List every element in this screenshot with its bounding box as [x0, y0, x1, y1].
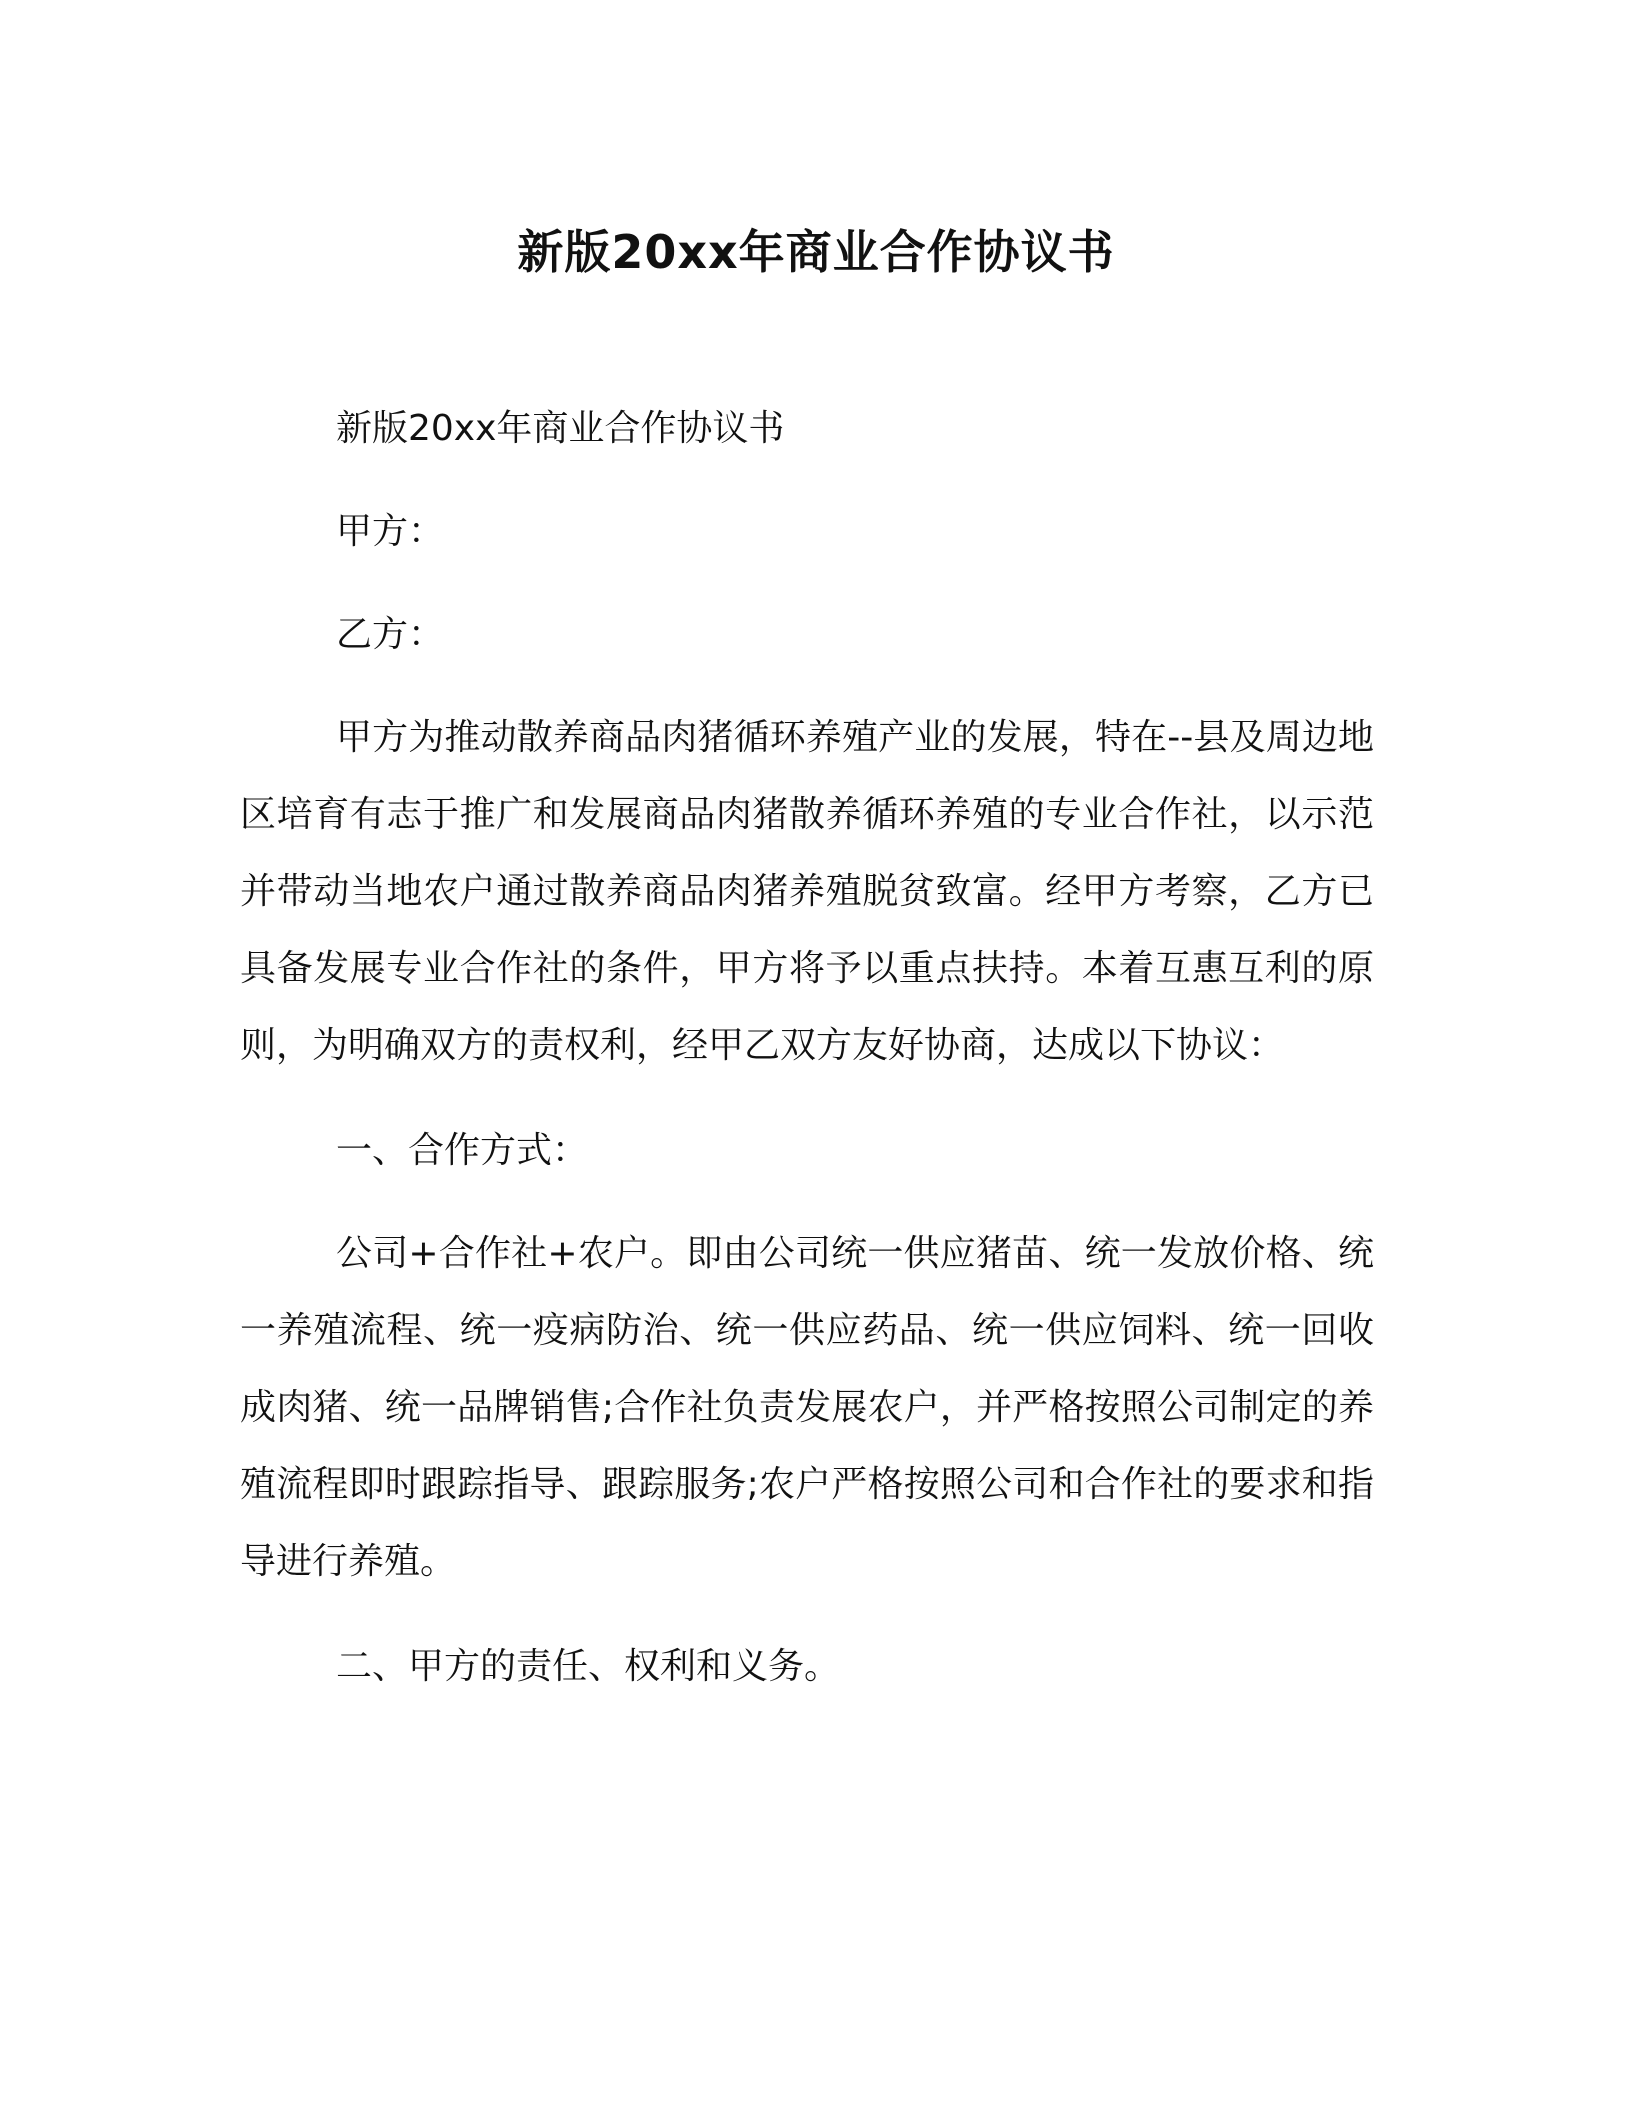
- intro-paragraph: 甲方为推动散养商品肉猪循环养殖产业的发展，特在--县及周边地区培育有志于推广和发展商品肉猪散养循环养殖的专业合作社，以示范并带动当地农户通过散养商品肉猪养殖脱贫致富。经甲方考察，乙方已具备发展专业合作社的条件，甲方将予以重点扶持。本着互惠互利的原则，为明确双方的责权利，经甲乙双方友好协商，达成以下协议：: [240, 717, 1374, 1066]
- party-b-label: 乙方：: [336, 614, 445, 655]
- document-title: 新版20xx年商业合作协议书: [517, 225, 1115, 279]
- document-subtitle: 新版20xx年商业合作协议书: [336, 408, 785, 449]
- section-1-body: 公司+合作社+农户。即由公司统一供应猪苗、统一发放价格、统一养殖流程、统一疫病防治、统一供应药品、统一供应饲料、统一回收成肉猪、统一品牌销售;合作社负责发展农户，并严格按照公司制定的养殖流程即时跟踪指导、跟踪服务;农户严格按照公司和合作社的要求和指导进行养殖。: [240, 1233, 1374, 1582]
- document-body: [240, 390, 1374, 1731]
- section-2-heading: 二、甲方的责任、权利和义务。: [336, 1646, 841, 1687]
- section-1-heading: 一、合作方式：: [336, 1130, 589, 1171]
- party-a-label: 甲方：: [336, 511, 445, 552]
